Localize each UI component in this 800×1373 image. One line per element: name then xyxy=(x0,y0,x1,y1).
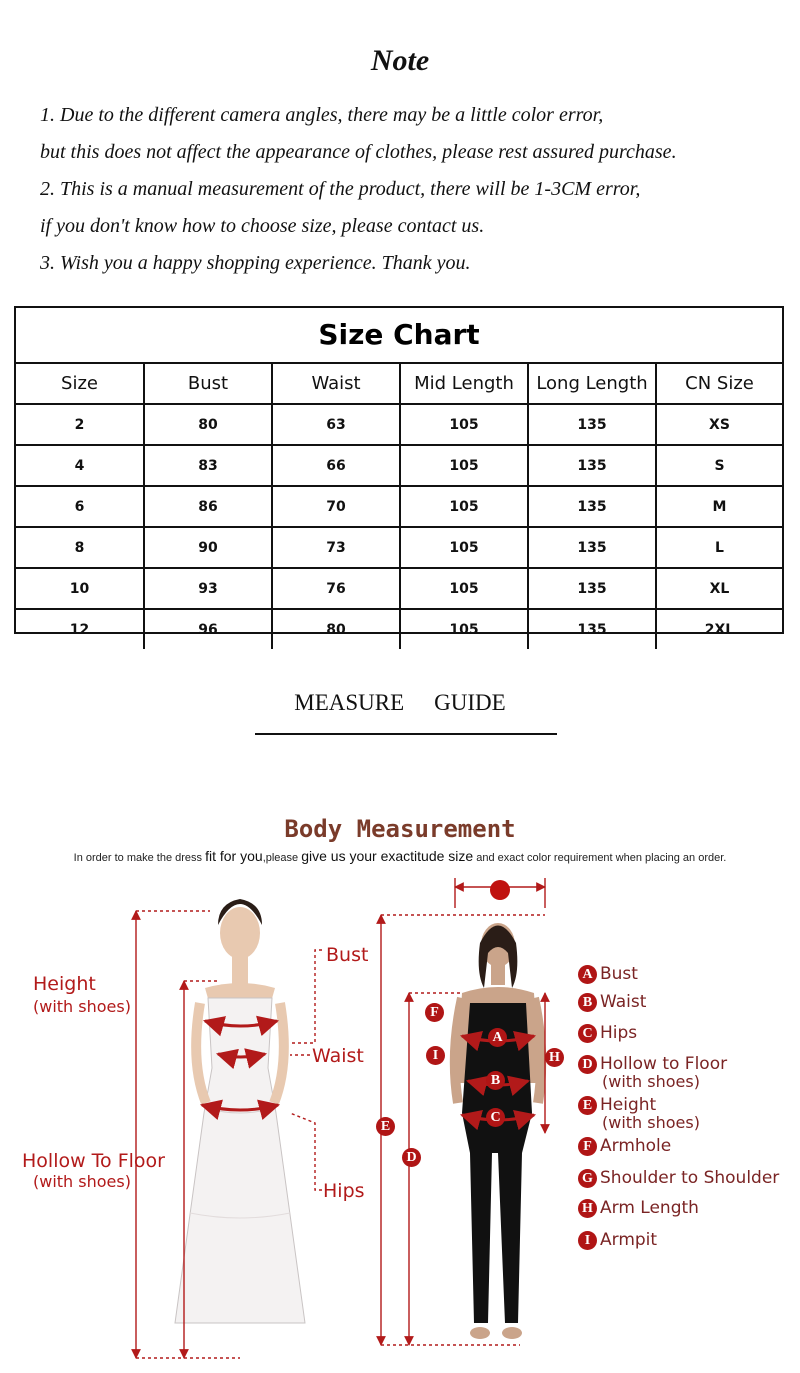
body-measurement-title: Body Measurement xyxy=(284,815,516,843)
hollow-label: Hollow To Floor xyxy=(22,1150,165,1172)
column-header: CN Size xyxy=(656,364,782,404)
badge-h-icon: H xyxy=(545,1048,564,1067)
table-cell: 73 xyxy=(272,527,400,568)
table-cell: 90 xyxy=(144,527,272,568)
shoulder-marker-icon xyxy=(490,880,510,900)
note-line-2: but this does not affect the appearance of clothes, please rest assured purchase. xyxy=(40,141,677,163)
table-cell: 8 xyxy=(16,527,144,568)
waist-label: Waist xyxy=(312,1045,364,1067)
column-header: Size xyxy=(16,364,144,404)
guide-underline xyxy=(255,733,557,735)
table-cell: 2 xyxy=(16,404,144,445)
table-row xyxy=(16,609,782,649)
table-cell: 105 xyxy=(400,527,528,568)
table-cell: 105 xyxy=(400,404,528,445)
legend-item: C Hips xyxy=(578,1023,637,1043)
badge-e-icon: E xyxy=(376,1117,395,1136)
table-cell: 6 xyxy=(16,486,144,527)
table-cell: 12 xyxy=(16,609,144,649)
table-cell: 70 xyxy=(272,486,400,527)
table-row xyxy=(16,486,782,527)
table-cell: 135 xyxy=(528,404,656,445)
table-cell: M xyxy=(656,486,782,527)
legend-item: A Bust xyxy=(578,964,638,984)
hips-label: Hips xyxy=(323,1180,365,1202)
table-cell: 105 xyxy=(400,609,528,649)
badge-i-icon: I xyxy=(426,1046,445,1065)
note-line-4: if you don't know how to choose size, please contact us. xyxy=(40,215,485,237)
note-line-5: 3. Wish you a happy shopping experience. Thank you. xyxy=(40,252,471,274)
table-cell: 93 xyxy=(144,568,272,609)
size-chart xyxy=(14,306,784,638)
table-row xyxy=(16,445,782,486)
table-cell: 66 xyxy=(272,445,400,486)
table-cell: 96 xyxy=(144,609,272,649)
height-label: Height xyxy=(33,973,96,995)
bust-label: Bust xyxy=(326,944,369,966)
table-cell: 86 xyxy=(144,486,272,527)
table-cell: 63 xyxy=(272,404,400,445)
table-row xyxy=(16,527,782,568)
guide-word-guide: GUIDE xyxy=(434,690,506,715)
legend-item: F Armhole xyxy=(578,1136,671,1156)
note-line-1: 1. Due to the different camera angles, there may be a little color error, xyxy=(40,104,604,126)
measure-guide-heading xyxy=(0,690,800,716)
table-row xyxy=(16,404,782,445)
table-cell: 76 xyxy=(272,568,400,609)
table-cell: 135 xyxy=(528,527,656,568)
table-cell: 80 xyxy=(272,609,400,649)
table-cell: 83 xyxy=(144,445,272,486)
table-cell: 10 xyxy=(16,568,144,609)
legend-item: E Height (with shoes) xyxy=(578,1095,700,1131)
badge-c-icon: C xyxy=(486,1108,505,1127)
table-row xyxy=(16,568,782,609)
table-cell: 105 xyxy=(400,445,528,486)
legend-item: B Waist xyxy=(578,992,646,1012)
size-chart-title: Size Chart xyxy=(16,308,782,364)
legend-item: G Shoulder to Shoulder xyxy=(578,1168,779,1188)
table-header-row xyxy=(16,364,782,404)
table-cell: 105 xyxy=(400,568,528,609)
table-cell: 2XL xyxy=(656,609,782,649)
column-header: Bust xyxy=(144,364,272,404)
table-cell: 135 xyxy=(528,445,656,486)
legend-item: I Armpit xyxy=(578,1230,657,1250)
badge-a-icon: A xyxy=(488,1028,507,1047)
column-header: Waist xyxy=(272,364,400,404)
column-header: Long Length xyxy=(528,364,656,404)
note-title: Note xyxy=(370,44,430,77)
column-header: Mid Length xyxy=(400,364,528,404)
size-chart-table xyxy=(16,364,782,649)
table-cell: XS xyxy=(656,404,782,445)
model-figure xyxy=(455,923,541,1339)
table-cell: XL xyxy=(656,568,782,609)
table-cell: 80 xyxy=(144,404,272,445)
table-cell: 105 xyxy=(400,486,528,527)
table-cell: L xyxy=(656,527,782,568)
badge-f-icon: F xyxy=(425,1003,444,1022)
legend-item: D Hollow to Floor (with shoes) xyxy=(578,1054,727,1090)
table-cell: S xyxy=(656,445,782,486)
order-instructions: In order to make the dress fit for you,please give us your exactitude size and exact color requirement when placing an order. xyxy=(73,848,727,864)
legend-item: H Arm Length xyxy=(578,1198,699,1218)
guide-word-measure: MEASURE xyxy=(294,690,405,715)
table-cell: 135 xyxy=(528,568,656,609)
hollow-sub-label: (with shoes) xyxy=(33,1172,131,1191)
badge-b-icon: B xyxy=(486,1071,505,1090)
height-sub-label: (with shoes) xyxy=(33,997,131,1016)
table-cell: 135 xyxy=(528,609,656,649)
badge-d-icon: D xyxy=(402,1148,421,1167)
note-line-3: 2. This is a manual measurement of the product, there will be 1-3CM error, xyxy=(40,178,641,200)
table-cell: 135 xyxy=(528,486,656,527)
table-cell: 4 xyxy=(16,445,144,486)
